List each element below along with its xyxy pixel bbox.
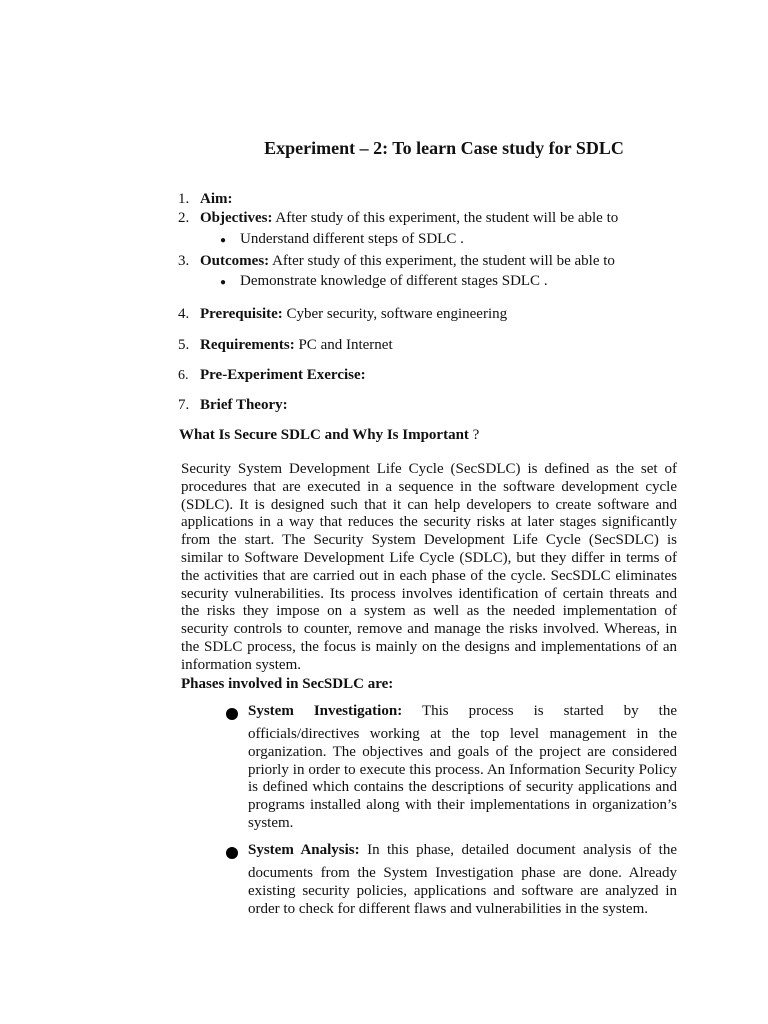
list-item-outcomes <box>200 253 615 270</box>
body-paragraph: Security System Development Life Cycle (SecSDLC) is defined as the set of procedures that are executed in a sequence in the software development cycle (SDLC). It is designed such that it can help developers to create software and applications in a way that reduces the security risks at later stages significantly from the start. The Security System Development Life Cycle (SecSDLC) is similar to Software Development Life Cycle (SDLC), but they differ in terms of the activities that are carried out in each phase of the cycle. SecSDLC eliminates security vulnerabilities. Its process involves identification of certain threats and the risks they impose on a system as well as the needed implementation of security controls to counter, remove and manage the risks involved. Whereas, in the SDLC process, the focus is mainly on the designs and implementations of an information system. <box>181 461 677 673</box>
heading-bold: What Is Secure SDLC and Why Is Important <box>179 427 469 443</box>
list-item-brief-theory <box>200 397 288 414</box>
outcome-bullet: Demonstrate knowledge of different stages SDLC . <box>240 273 548 289</box>
objective-bullet: Understand different steps of SDLC . <box>240 231 464 247</box>
phase-description: documents from the System Investigation phase are done. Already existing security policies, applications and software are analyzed in order to check for different flaws and vulnerabilities in the system. <box>248 865 677 917</box>
list-item-pre-experiment <box>200 367 366 384</box>
heading-rest: ? <box>468 427 480 443</box>
item-number: 2. <box>178 210 190 226</box>
phase-label: System Investigation: <box>248 703 403 719</box>
item-label: Prerequisite: <box>200 306 283 322</box>
bullet-icon: ● <box>220 277 227 288</box>
phase-first-line <box>248 842 677 859</box>
item-text: After study of this experiment, the student will be able to <box>272 210 619 226</box>
bullet-icon <box>226 708 238 720</box>
item-label: Objectives: <box>200 210 273 226</box>
item-number: 3. <box>178 253 190 269</box>
page-title: Experiment – 2: To learn Case study for SDLC <box>264 138 624 158</box>
list-item-aim <box>200 191 233 208</box>
section-heading <box>179 427 479 444</box>
item-label: Outcomes: <box>200 253 270 269</box>
item-text: After study of this experiment, the student will be able to <box>269 253 615 269</box>
item-number: 7. <box>178 397 190 413</box>
item-number: 5. <box>178 337 190 353</box>
phase-label: System Analysis: <box>248 842 360 858</box>
item-number: 4. <box>178 306 190 322</box>
list-item-prerequisite <box>200 306 507 323</box>
item-number: 1. <box>178 191 190 207</box>
item-text: PC and Internet <box>294 337 393 353</box>
bullet-icon <box>226 847 238 859</box>
phase-first-text: This process is started by the <box>421 703 677 719</box>
bullet-icon: ● <box>220 235 227 246</box>
item-label: Requirements: <box>200 337 295 353</box>
item-label: Aim: <box>200 191 233 207</box>
list-item-requirements <box>200 337 393 354</box>
list-item-objectives <box>200 210 618 227</box>
item-label: Brief Theory: <box>200 397 288 413</box>
phase-description: officials/directives working at the top level management in the organization. The objectives and goals of the project are considered priorly in order to execute this process. An Information Security Policy is defined which contains the descriptions of security applications and programs installed along with their implementations in organization’s system. <box>248 726 677 831</box>
phase-first-line <box>248 703 677 720</box>
item-number: 6. <box>178 368 189 383</box>
item-text: Cyber security, software engineering <box>282 306 508 322</box>
phase-first-text: In this phase, detailed document analysis of the <box>367 842 678 858</box>
item-label: Pre-Experiment Exercise: <box>200 367 366 383</box>
phases-heading: Phases involved in SecSDLC are: <box>181 676 394 692</box>
